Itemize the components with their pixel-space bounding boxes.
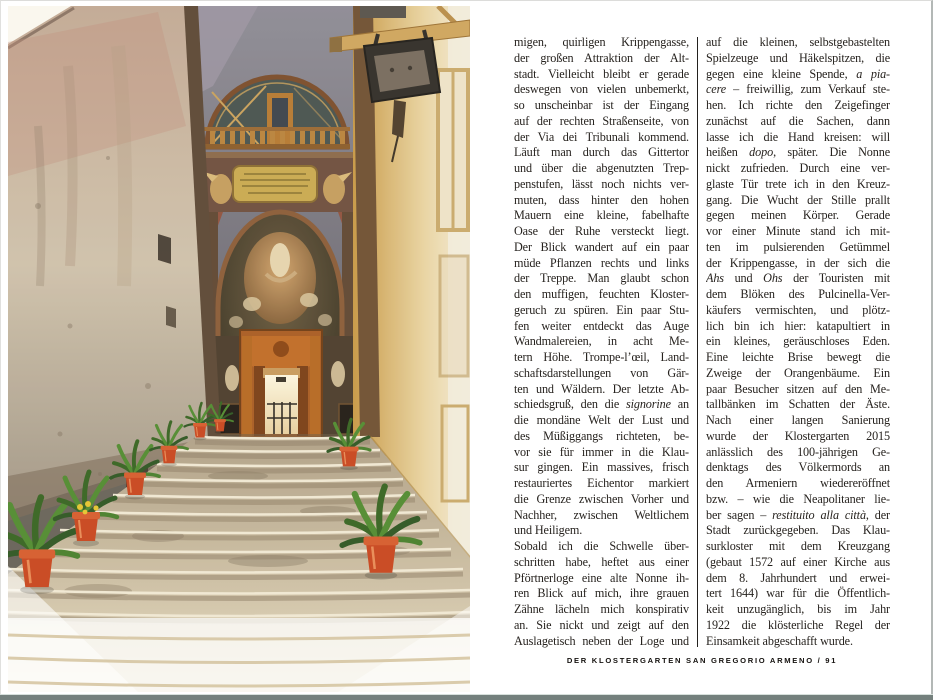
text-line: Einsamkeit abgeschafft wurde. [706,633,853,648]
text-line: stadt. Vielleicht bleibt er gerade [514,66,689,81]
page-footer: DER KLOSTERGARTEN SAN GREGORIO ARMENO / 91 [566,656,838,665]
text-line: keit unzugänglich, bis im Jahr [706,602,890,616]
text-line: lasse ich die Hand kreisen: will [706,129,890,144]
text-line: ren Blick auf mich, ihre grauen [514,586,689,601]
text-line: ber sagen – restituito alla città, der [706,507,890,522]
text-line: Nachher, zwischen Weltlichem [514,507,689,522]
text-line: die mondäne Welt der Lust und [514,413,689,427]
text-line: cere – freiwillig, zum Verkauf ste- [706,82,890,97]
text-line: paar Besucher sitzen auf den Me- [706,381,890,396]
text-line: käufers vermischten, und plötz- [706,302,890,317]
text-line: schritten habe, heftet aus einer [514,554,689,569]
text-line: Oase der Ruhe versteckt liegt. [514,224,689,238]
text-line: gegen eine kleine Spende, a pia- [706,66,890,81]
text-line: tallbänken im Schatten der Äste. [706,397,890,412]
text-line: sur gingen. Ein massives, frisch [514,460,689,475]
text-line: deswegen von vielen unbemerkt, [514,82,689,97]
text-line: auf der rechten Straßenseite, von [514,113,689,128]
text-line: Mauern eine kleine, fabelhafte [514,208,689,223]
text-line: fen weiter entdeckt das Auge [514,318,689,333]
photo-color-grade [8,6,470,692]
text-line: so unscheinbar ist der Eingang [514,98,689,112]
text-line: nickt zufrieden. Durch eine ver- [706,161,890,175]
text-line: muten, dass hinter den hohen [514,192,689,207]
text-line: den Armeniern wiedereröffnet [706,476,890,490]
text-line: tert 1644) war für die Öffentlich- [706,586,890,601]
text-line: Spielzeuge und Häkelspitzen, die [706,50,890,65]
text-line: und Heiligem. [514,523,583,538]
text-line: Wandmalereien, in acht Me- [514,334,689,349]
text-line: penstufen, lässt noch nichts ver- [514,176,689,191]
article-text [514,35,890,649]
text-line: der Treppe. Man glaubt schon [514,271,689,286]
text-line: vor einer Minute stand ich mit- [706,224,890,238]
text-line: surkloster mit dem Kreuzgang [706,539,890,553]
text-line: Stadt zurückgegeben. Das Klau- [706,523,890,538]
text-line: Der Blick wandert auf ein paar [514,239,689,254]
text-line: Ahs und Ohs der Touristen mit [706,271,890,286]
text-line: anlässlich des 100-jährigen Ge- [706,444,890,459]
text-line: dem 8. Jahrhundert und erwei- [706,570,890,585]
page-bottom-edge [0,694,933,700]
text-line: dem Blöken des Pulcinella-Ver- [706,287,890,301]
text-line: Eine leichte Brise bewegt die [706,350,890,364]
text-line: zunächst auf die Sachen, dann [706,113,890,128]
text-line: die Grenze zwischen Vorher und [514,491,689,506]
text-line: ein kleines, geräuschloses Eden. [706,334,890,349]
text-line: an. Sie nickt und zeigt auf den [514,617,689,632]
text-line: tern Höhe. Trompe-l’œil, Land- [514,350,689,364]
text-line: schiedsgruß, den die signorine an [514,397,689,412]
text-line: Pförtnerloge eine alte Nonne ih- [514,570,689,585]
text-line: bzw. – wie die Neapolitaner lie- [706,491,890,506]
text-line: 1922 die klösterliche Regel der [706,617,890,632]
text-line: der Krippengasse, in der sich die [706,255,890,270]
text-line: Nach einer langen Sanierung [706,413,890,427]
text-line: (gebaut 1572 auf einer Kirche aus [706,554,890,569]
text-line: denktags des Völkermords an [706,460,890,475]
text-line: migen, quirligen Krippengasse, [514,35,689,49]
text-line: ten im pulsierenden Getümmel [706,239,890,254]
text-line: Sobald ich die Schwelle über- [514,539,689,553]
text-column-left [514,35,689,649]
text-line: des Müßiggangs richteten, be- [514,428,689,443]
text-line: müde Pflanzen rechts und links [514,255,689,270]
text-line: wurde der Klostergarten 2015 [706,428,890,443]
text-line: restauriertes Eichentor markiert [514,476,689,490]
text-line: heißen dopo, später. Die Nonne [706,145,890,160]
text-line: geruch zu spüren. Ein paar Stu- [514,302,689,317]
text-line: Auslagetisch neben der Loge und [514,633,689,648]
column-rule [697,37,698,647]
text-line: den muffigen, feuchten Kloster- [514,287,689,301]
text-line: glaste Tür trete ich in den Kreuz- [706,176,890,191]
text-line: lich bin ich hier: katapultiert in [706,318,890,333]
text-line: schaftsdarstellungen von Gär- [514,365,689,380]
text-line: der großen Attraktion der Alt- [514,50,689,65]
text-line: Läuft man durch das Gittertor [514,145,689,160]
text-line: gang. Die Wucht der Stille prallt [706,192,890,207]
text-line: hen. Ich richte den Zeigefinger [706,98,890,112]
text-line: vor sie für immer in die Klau- [514,444,689,459]
text-line: gegen meinen Körper. Gerade [706,208,890,223]
text-column-right [706,35,890,649]
photo-staircase-san-gregorio [8,6,470,692]
text-line: und über die abgenutzten Trep- [514,161,689,175]
text-line: Zähne lächeln mich konspirativ [514,602,689,616]
text-line: auf die kleinen, selbstgebastelten [706,35,890,49]
text-line: Zweige der Orangenbäume. Ein [706,365,890,380]
text-line: der Via dei Tribunali kommend. [514,129,689,144]
text-line: ten und Wäldern. Der letzte Ab- [514,381,689,396]
